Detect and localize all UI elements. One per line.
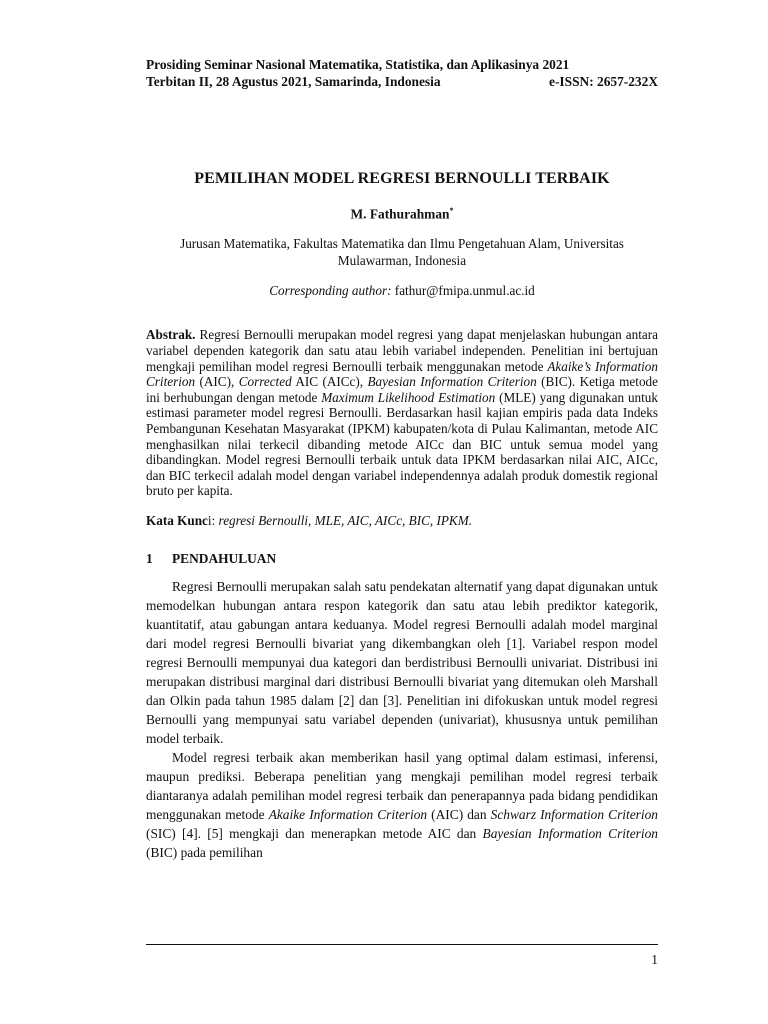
- abstract-text: (BIC). Ketiga metode ini berhubungan dengan metode: [146, 374, 658, 405]
- abstract-text: (MLE) yang digunakan untuk estimasi parameter model regresi Bernoulli. Berdasarkan hasil kajian empiris pada data Indeks Pembangunan Kesehatan Masyarakat (IPKM) kabupaten/kota di Pulau Kalimantan, metode AIC menghasilkan nilai terkecil dibanding metode AICc dan BIC untuk semua model yang dibandingkan. Model regresi Bernoulli terbaik untuk data IPKM berdasarkan nilai AIC, AICc, dan BIC terkecil adalah model dengan variabel independennya adalah produk domestik regional bruto per kapita.: [146, 389, 658, 499]
- running-header: [146, 56, 658, 90]
- header-issn: e-ISSN: 2657-232X: [549, 74, 658, 89]
- header-proceedings-title: Prosiding Seminar Nasional Matematika, Statistika, dan Aplikasinya 2021: [146, 57, 570, 72]
- author-mark: *: [449, 206, 454, 215]
- body-term: Akaike Information Criterion: [268, 807, 428, 823]
- paper-title: PEMILIHAN MODEL REGRESI BERNOULLI TERBAIK: [194, 170, 610, 187]
- abstract: [146, 327, 658, 499]
- author-name: M. Fathurahman: [350, 206, 450, 222]
- abstract-text: Regresi Bernoulli merupakan model regresi yang dapat menjelaskan hubungan antara variabel dependen kategorik dan satu atau lebih variabel independen. Penelitian ini bertujuan mengkaji pemilihan model regresi Bernoulli terbaik menggunakan metode: [146, 327, 658, 374]
- page-number: 1: [651, 952, 658, 967]
- body-paragraph-2: [146, 748, 658, 862]
- abstract-text: AIC (AICc),: [291, 374, 368, 390]
- paper-page: [146, 56, 658, 862]
- abstract-text: (AIC),: [195, 374, 239, 390]
- affiliation: Jurusan Matematika, Fakultas Matematika dan Ilmu Pengetahuan Alam, Universitas Mulawarman, Indonesia: [180, 236, 624, 268]
- corresponding-author: [146, 283, 658, 299]
- keywords-label-end: i:: [207, 513, 216, 528]
- section-heading: [146, 551, 658, 567]
- body-text: (AIC) dan: [427, 807, 491, 823]
- body-text: Model regresi terbaik akan memberikan hasil yang optimal dalam estimasi, inferensi, maupun prediksi. Beberapa penelitian yang mengkaji pemilihan model regresi terbaik diantaranya adalah pemilihan model regresi terbaik dan penerapannya pada bidang pendidikan menggunakan metode: [146, 750, 658, 823]
- body-term: Schwarz Information Criterion: [490, 807, 659, 823]
- footer-rule: [146, 944, 658, 945]
- abstract-term: Akaike’s Information Criterion: [146, 358, 658, 390]
- abstract-term: Bayesian Information Criterion: [367, 374, 537, 390]
- section-title: PENDAHULUAN: [172, 551, 277, 567]
- body-text: (SIC) [4]. [5] mengkaji dan menerapkan metode AIC dan: [146, 826, 483, 842]
- body-text: (BIC) pada pemilihan: [146, 845, 263, 861]
- keywords-value: regresi Bernoulli, MLE, AIC, AICc, BIC, IPKM.: [215, 513, 473, 528]
- abstract-label: Abstrak.: [146, 327, 196, 343]
- author-line: [146, 206, 658, 222]
- abstract-term: Corrected: [238, 374, 292, 390]
- corresponding-email[interactable]: fathur@fmipa.unmul.ac.id: [394, 283, 535, 299]
- section-number: 1: [146, 551, 153, 567]
- body-paragraph-1: Regresi Bernoulli merupakan salah satu pendekatan alternatif yang dapat digunakan untuk memodelkan hubungan antara respon kategorik dan satu atau lebih prediktor kategorik, kuantitatif, atau gabungan antara keduanya. Model regresi Bernoulli adalah model marginal dari model regresi Bernoulli bivariat yang dikembangkan oleh [1]. Variabel respon model regresi Bernoulli mempunyai dua kategori dan berdistribusi Bernoulli univariat. Distribusi ini merupakan distribusi marginal dari distribusi Bernoulli bivariat yang ditemukan oleh Marshall dan Olkin pada tahun 1985 dalam [2] dan [3]. Penelitian ini difokuskan untuk model regresi Bernoulli yang mempunyai satu variabel dependen (univariat), khususnya untuk pemilihan model terbaik.: [146, 579, 658, 747]
- corresponding-label: Corresponding author:: [269, 283, 392, 299]
- header-issue-date: Terbitan II, 28 Agustus 2021, Samarinda, Indonesia: [146, 74, 441, 89]
- keywords: [146, 513, 658, 529]
- abstract-term: Maximum Likelihood Estimation: [321, 389, 496, 405]
- header-issue-line: [146, 73, 658, 90]
- body-term: Bayesian Information Criterion: [482, 826, 659, 842]
- keywords-label: Kata Kunc: [146, 513, 208, 528]
